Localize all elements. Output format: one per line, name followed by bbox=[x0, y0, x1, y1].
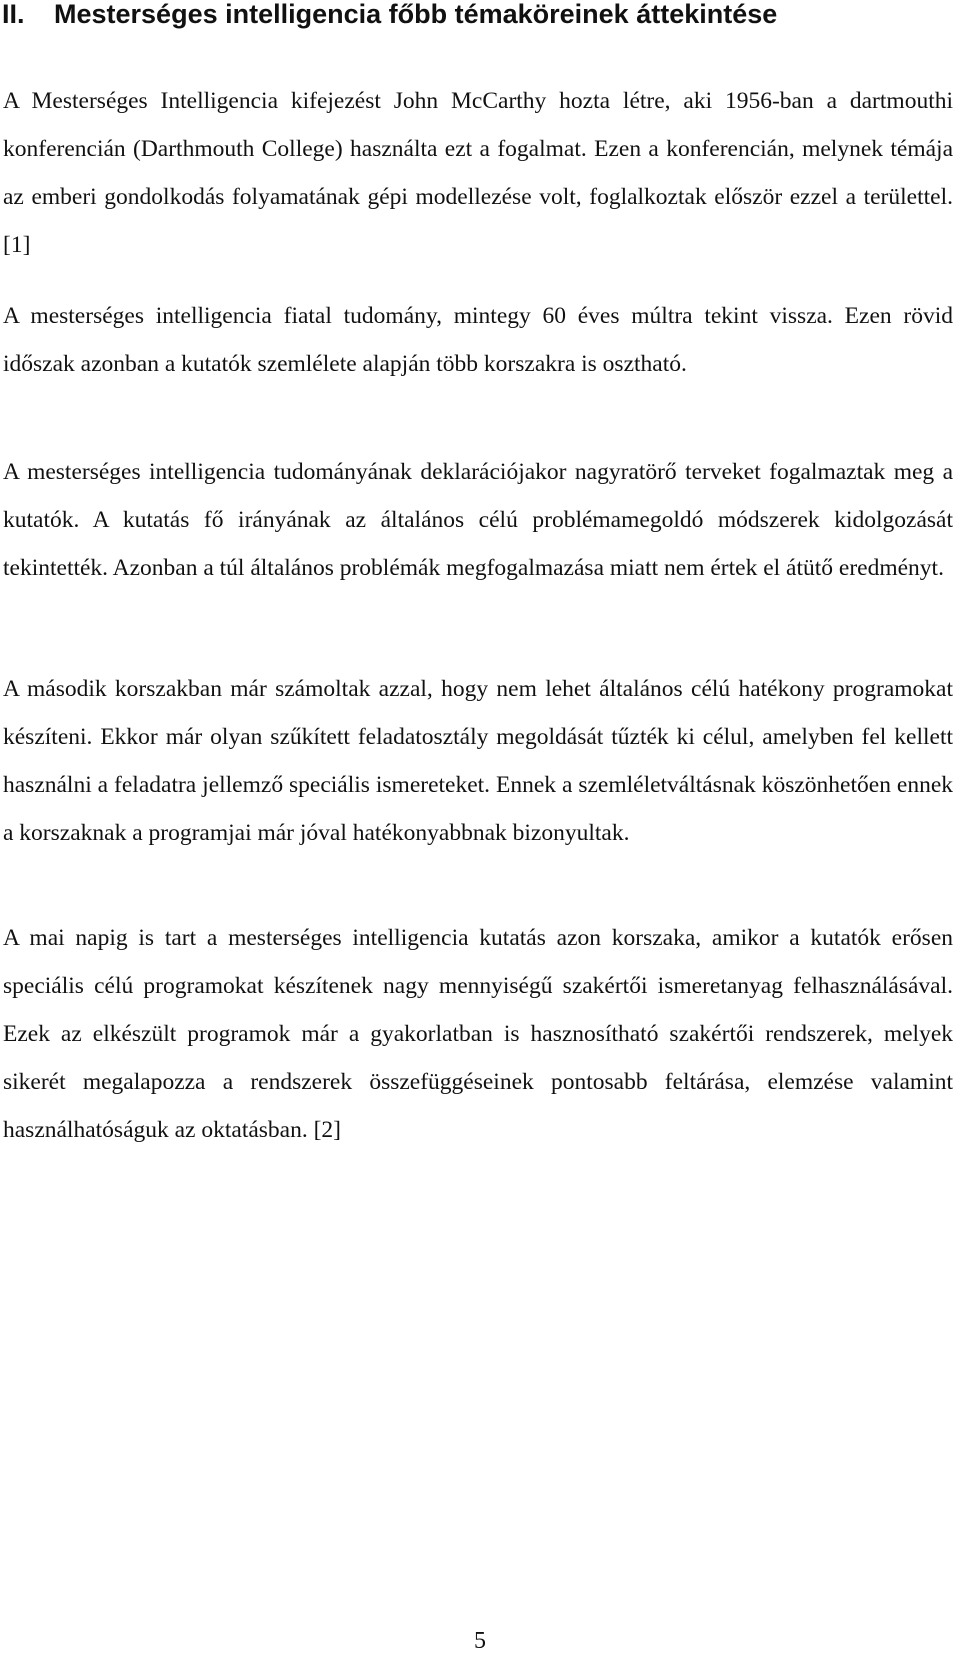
section-number: II. bbox=[2, 0, 25, 29]
section-heading bbox=[2, 0, 777, 34]
page-number: 5 bbox=[474, 1628, 486, 1654]
paragraph-history-origin: A Mesterséges Intelligencia kifejezést John McCarthy hozta létre, aki 1956-ban a dartmouthi konferencián (Darthmouth College) használta ezt a fogalmat. Ezen a konferencián, melynek témája az emberi gondolkodás folyamatának gépi modellezése volt, foglalkoztak először ezzel a területtel. [1] bbox=[3, 88, 953, 258]
paragraph-young-science: A mesterséges intelligencia fiatal tudomány, mintegy 60 éves múltra tekint vissza. Ezen rövid időszak azonban a kutatók szemlélete alapján több korszakra is osztható. bbox=[3, 303, 953, 377]
paragraph-first-era: A mesterséges intelligencia tudományának deklarációjakor nagyratörő terveket fogalmaztak meg a kutatók. A kutatás fő irányának az általános célú problémamegoldó módszerek kidolgozását tekintették. Azonban a túl általános problémák megfogalmazása miatt nem értek el átütő eredményt. bbox=[3, 459, 953, 581]
paragraph-current-era: A mai napig is tart a mesterséges intelligencia kutatás azon korszaka, amikor a kutatók erősen speciális célú programokat készítenek nagy mennyiségű szakértői ismeretanyag felhasználásával. Ezek az elkészült programok már a gyakorlatban is hasznosítható szakértői rendszerek, melyek sikerét megalapozza a rendszerek összefüggéseinek pontosabb feltárása, elemzése valamint használhatóságuk az oktatásban. [2] bbox=[3, 925, 953, 1143]
paragraph-second-era: A második korszakban már számoltak azzal, hogy nem lehet általános célú hatékony programokat készíteni. Ekkor már olyan szűkített feladatosztály megoldását tűzték ki célul, amelyben fel kellett használni a feladatra jellemző speciális ismereteket. Ennek a szemléletváltásnak köszönhetően ennek a korszaknak a programjai már jóval hatékonyabbnak bizonyultak. bbox=[3, 676, 953, 846]
section-title: Mesterséges intelligencia főbb témaköreinek áttekintése bbox=[54, 0, 778, 29]
